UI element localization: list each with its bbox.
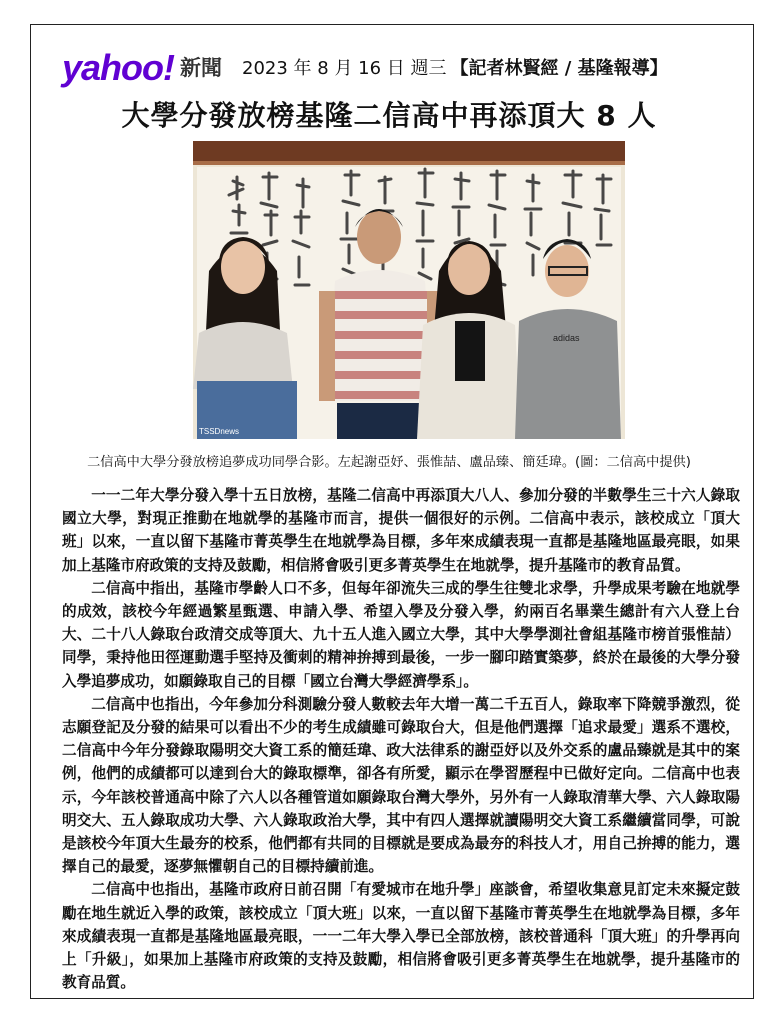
article-body bbox=[62, 484, 740, 994]
yahoo-logo[interactable]: yahoo! bbox=[62, 47, 175, 88]
dateline bbox=[242, 54, 668, 80]
publish-date: 2023 年 8 月 16 日 週三 bbox=[242, 58, 447, 79]
group-photo bbox=[193, 141, 625, 439]
masthead bbox=[62, 46, 668, 86]
shirt-text: adidas bbox=[553, 333, 580, 343]
headline: 大學分發放榜基隆二信高中再添頂大 8 人 bbox=[121, 99, 657, 132]
photo-watermark: TSSDnews bbox=[199, 427, 240, 436]
reporter-byline: 【記者林賢經 / 基隆報導】 bbox=[450, 58, 668, 79]
article-paragraph: 二信高中也指出，基隆市政府日前召開「有愛城市在地升學」座談會，希望收集意見訂定未來擬定鼓勵在地生就近入學的政策，該校成立「頂大班」以來，一直以留下基隆市菁英學生在地就學為目標，多年來成績表現一直都是基隆地區最亮眼，一一二年大學入學已全部放榜，該校普通科「頂大班」的升學再向上「升級」，如果加上基隆市府政策的支持及鼓勵，相信將會吸引更多菁英學生在地就學，提升基隆市的教育品質。 bbox=[62, 881, 740, 992]
photo-caption: 二信高中大學分發放榜追夢成功同學合影。左起謝亞妤、張惟喆、盧品臻、簡廷瑋。(圖：二信高中提供) bbox=[87, 455, 691, 470]
article-paragraph: 二信高中也指出，今年參加分科測驗分發人數較去年大增一萬二千五百人，錄取率下降競爭激烈，從志願登記及分發的結果可以看出不少的考生成績雖可錄取台大，但是他們選擇「追求最愛」選系不選校，二信高中今年分發錄取陽明交大資工系的簡廷瑋、政大法律系的謝亞妤以及外交系的盧品臻就是其中的案例，他們的成績都可以達到台大的錄取標準，卻各有所愛，顯示在學習歷程中已做好定向。二信高中也表示，今年該校普通高中除了六人以各種管道如願錄取台灣大學外，另外有一人錄取清華大學、六人錄取陽明交大、五人錄取成功大學、六人錄取政治大學，其中有四人選擇就讀陽明交大資工系繼續當同學，可說是該校今年頂大生最夯的校系，他們都有共同的目標就是要成為最夯的科技人才，用自己拚搏的能力，選擇自己的最愛，逐夢無懼朝自己的目標持續前進。 bbox=[62, 695, 740, 876]
article-paragraph: 一一二年大學分發入學十五日放榜，基隆二信高中再添頂大八人、參加分發的半數學生三十六人錄取國立大學，對現正推動在地就學的基隆市而言，提供一個很好的示例。二信高中表示，該校成立「頂大班」以來，一直以留下基隆市菁英學生在地就學為目標，多年來成績表現一直都是基隆地區最亮眼，如果加上基隆市府政策的支持及鼓勵，相信將會吸引更多菁英學生在地就學，提升基隆市的教育品質。 bbox=[62, 487, 740, 574]
article-paragraph: 二信高中指出，基隆市學齡人口不多，但每年卻流失三成的學生往雙北求學，升學成果考驗在地就學的成效，該校今年經過繁星甄選、申請入學、希望入學及分發入學，約兩百名畢業生總計有六人登上台大、二十八人錄取台政清交成等頂大、九十五人進入國立大學，其中大學學測社會組基隆市榜首張惟喆）同學，秉持他田徑運動選手堅持及衝刺的精神拚搏到最後，一步一腳印踏實築夢，終於在最後的大學分發入學追夢成功，如願錄取自己的目標「國立台灣大學經濟學系」。 bbox=[62, 579, 740, 690]
logo-news-label: 新聞 bbox=[180, 56, 223, 80]
